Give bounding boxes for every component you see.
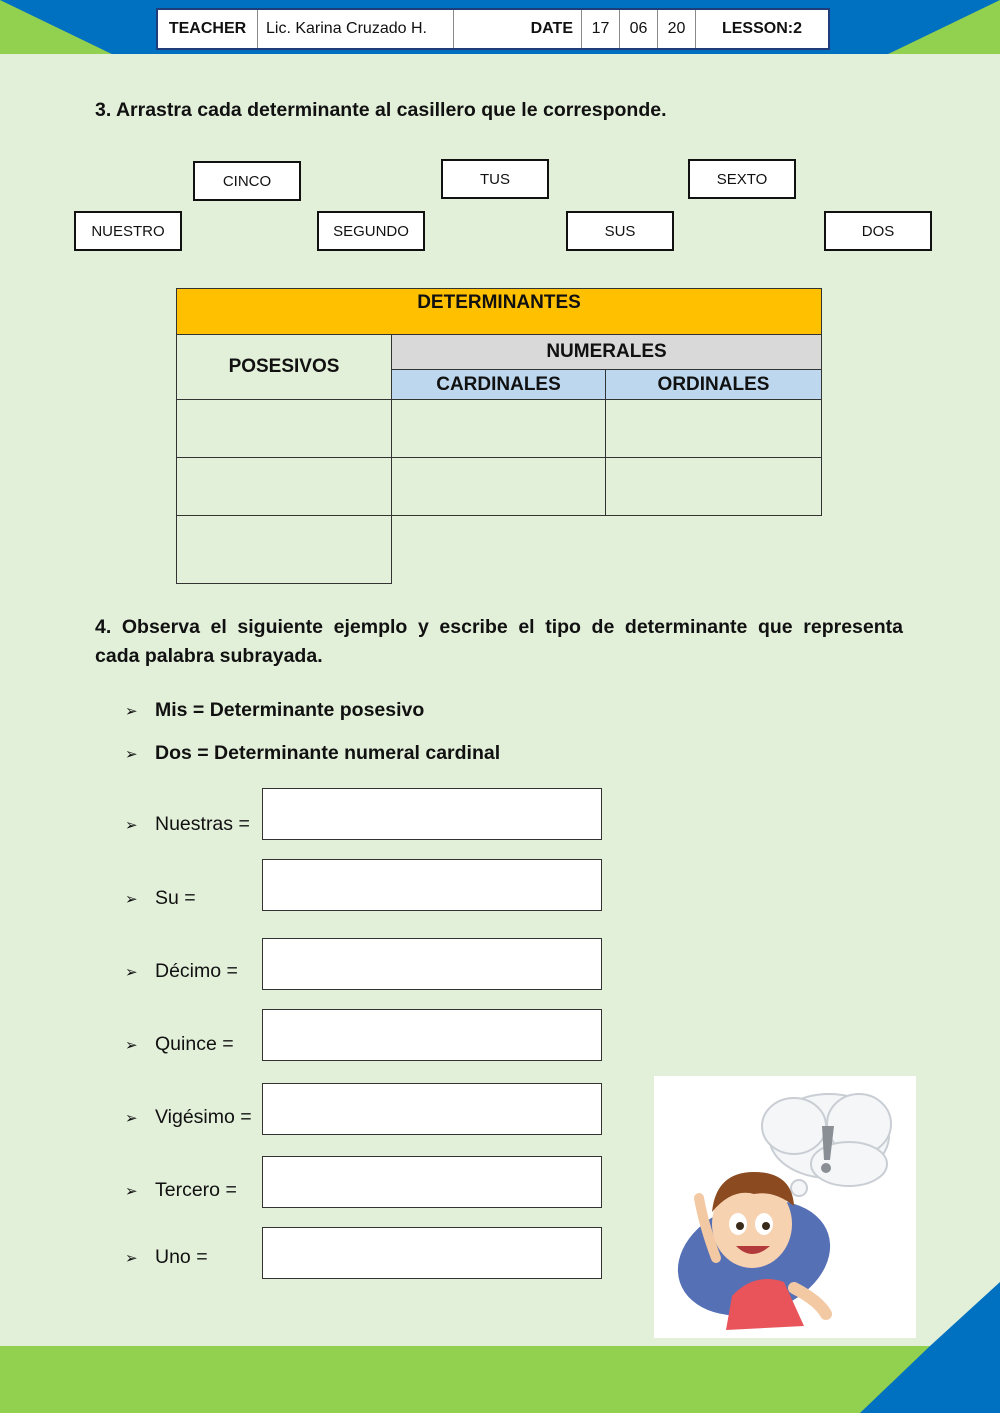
answer-input-quince[interactable] bbox=[262, 1009, 602, 1061]
drop-cell-ordinales-2[interactable] bbox=[606, 458, 822, 516]
word-card-cinco[interactable]: CINCO bbox=[193, 161, 301, 201]
determinantes-table bbox=[176, 288, 822, 584]
word-card-sexto[interactable]: SEXTO bbox=[688, 159, 796, 199]
word-card-nuestro[interactable]: NUESTRO bbox=[74, 211, 182, 251]
arrow-bullet-icon: ➢ bbox=[125, 963, 138, 981]
date-year: 20 bbox=[658, 10, 696, 48]
item-quince bbox=[125, 1033, 234, 1056]
answer-input-uno[interactable] bbox=[262, 1227, 602, 1279]
word-card-tus[interactable]: TUS bbox=[441, 159, 549, 199]
answer-input-decimo[interactable] bbox=[262, 938, 602, 990]
date-label: DATE bbox=[454, 10, 582, 48]
footer-decoration bbox=[0, 1346, 1000, 1413]
arrow-bullet-icon: ➢ bbox=[125, 816, 138, 834]
lesson-label: LESSON:2 bbox=[721, 20, 802, 37]
boy-idea-icon bbox=[654, 1076, 916, 1338]
example-1-text: Mis = Determinante posesivo bbox=[155, 699, 425, 721]
item-quince-label: Quince = bbox=[155, 1033, 234, 1055]
arrow-bullet-icon: ➢ bbox=[125, 890, 138, 908]
date-day: 17 bbox=[582, 10, 620, 48]
table-title: DETERMINANTES bbox=[176, 288, 822, 335]
item-nuestras-label: Nuestras = bbox=[155, 813, 250, 835]
footer-corner bbox=[930, 1282, 1000, 1346]
arrow-bullet-icon: ➢ bbox=[125, 1182, 138, 1200]
arrow-bullet-icon: ➢ bbox=[125, 745, 138, 763]
header-cardinales: CARDINALES bbox=[392, 370, 606, 400]
item-vigesimo-label: Vigésimo = bbox=[155, 1106, 252, 1128]
arrow-bullet-icon: ➢ bbox=[125, 1036, 138, 1054]
drop-cell-posesivos-1[interactable] bbox=[176, 400, 392, 458]
item-uno bbox=[125, 1246, 208, 1269]
drop-cell-posesivos-2[interactable] bbox=[176, 458, 392, 516]
drop-cell-cardinales-2[interactable] bbox=[392, 458, 606, 516]
header-band bbox=[0, 0, 1000, 58]
footer-band bbox=[0, 1346, 1000, 1413]
item-decimo bbox=[125, 960, 238, 983]
arrow-bullet-icon: ➢ bbox=[125, 1109, 138, 1127]
date-month: 06 bbox=[620, 10, 658, 48]
answer-input-su[interactable] bbox=[262, 859, 602, 911]
drop-cell-cardinales-1[interactable] bbox=[392, 400, 606, 458]
word-card-segundo[interactable]: SEGUNDO bbox=[317, 211, 425, 251]
item-decimo-label: Décimo = bbox=[155, 960, 238, 982]
example-2-text: Dos = Determinante numeral cardinal bbox=[155, 742, 501, 764]
item-su-label: Su = bbox=[155, 887, 196, 909]
example-2 bbox=[125, 742, 500, 765]
answer-input-tercero[interactable] bbox=[262, 1156, 602, 1208]
answer-input-nuestras[interactable] bbox=[262, 788, 602, 840]
item-nuestras bbox=[125, 813, 250, 836]
item-tercero-label: Tercero = bbox=[155, 1179, 237, 1201]
header-info-table bbox=[156, 8, 830, 50]
header-numerales: NUMERALES bbox=[392, 335, 822, 370]
footer-corner-shape bbox=[930, 1282, 1000, 1346]
drop-cell-ordinales-1[interactable] bbox=[606, 400, 822, 458]
word-card-dos[interactable]: DOS bbox=[824, 211, 932, 251]
header-posesivos: POSESIVOS bbox=[176, 335, 392, 400]
example-1 bbox=[125, 699, 424, 722]
thinking-boy-illustration bbox=[654, 1076, 916, 1338]
teacher-label: TEACHER bbox=[158, 10, 258, 48]
item-uno-label: Uno = bbox=[155, 1246, 208, 1268]
arrow-bullet-icon: ➢ bbox=[125, 702, 138, 720]
arrow-bullet-icon: ➢ bbox=[125, 1249, 138, 1267]
answer-input-vigesimo[interactable] bbox=[262, 1083, 602, 1135]
item-su bbox=[125, 887, 196, 910]
item-vigesimo bbox=[125, 1106, 252, 1129]
item-tercero bbox=[125, 1179, 237, 1202]
drop-cell-posesivos-3[interactable] bbox=[176, 516, 392, 584]
section4-instruction-line1: 4. Observa el siguiente ejemplo y escribe el tipo de determinante que representa bbox=[95, 616, 903, 638]
header-ordinales: ORDINALES bbox=[606, 370, 822, 400]
teacher-name: Lic. Karina Cruzado H. bbox=[258, 10, 454, 48]
section3-instruction: 3. Arrastra cada determinante al casillero que le corresponde. bbox=[95, 99, 667, 121]
section4-instruction-line2: cada palabra subrayada. bbox=[95, 645, 323, 667]
word-card-sus[interactable]: SUS bbox=[566, 211, 674, 251]
